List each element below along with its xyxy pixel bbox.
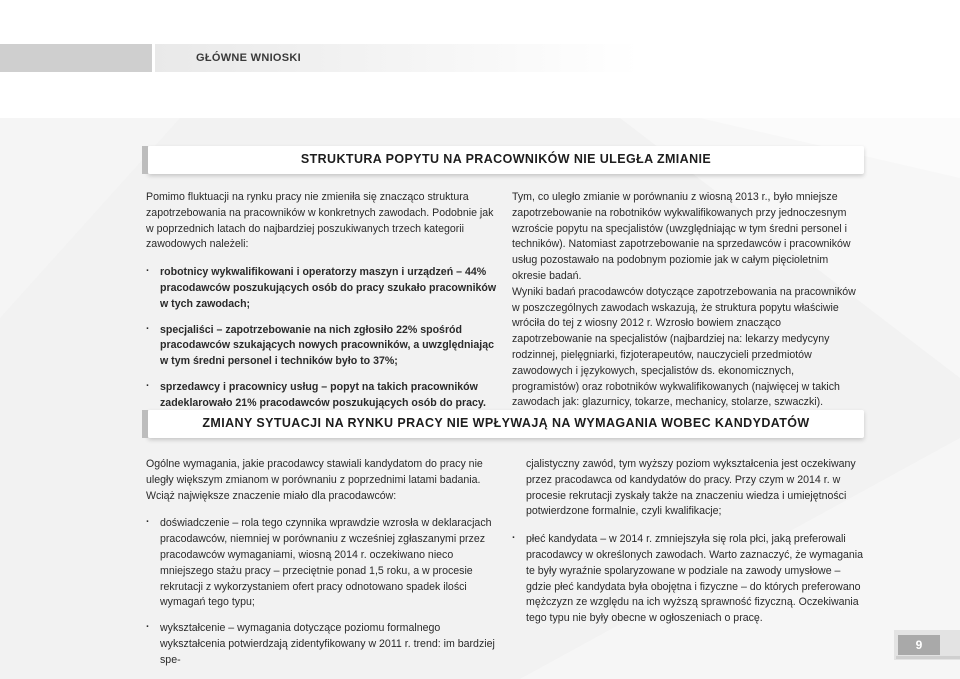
section1-intro: Pomimo fluktuacji na rynku pracy nie zmieniła się znacząco struktura zapotrzebowania na pracowników w konkretnych zawodach. Podobnie jak w poprzednich latach do najbardziej poszukiwanych trzech kategorii zawodowych należeli: [146,191,494,251]
section-title-2: ZMIANY SYTUACJI NA RYNKU PRACY NIE WPŁYWAJĄ NA WYMAGANIA WOBEC KANDYDATÓW [202,416,810,430]
section-title-1: STRUKTURA POPYTU NA PRACOWNIKÓW NIE ULEGŁA ZMIANIE [300,152,712,166]
section1-bullet-2: · specjaliści – zapotrzebowanie na nich zgłosiło 22% spośród pracodawców szukających nowych pracowników, a uwzględniając w tym średni personel i techników było to 37%; [146,323,498,370]
section1-right-paragraph-1: Tym, co uległo zmianie w porównaniu z wiosną 2013 r., było mniejsze zapotrzebowanie na robotników wykwalifikowanych przy jednoczesnym wzroście popytu na specjalistów (uwzględniając w tym średni personel i techników). Natomiast zapotrzebowanie na sprzedawców i pracowników usług pozostawało na podobnym poziomie jak w całym pięcioletnim okresie badań. [512,191,851,282]
section1-bullet-3: · sprzedawcy i pracownicy usług – popyt na takich pracowników zadeklarowało 21% pracodawców poszukujących osób do pracy. [146,380,498,412]
section1-left-column [146,190,498,412]
section1-right-paragraph-2: Wyniki badań pracodawców dotyczące zapotrzebowania na pracowników w poszczególnych zawodach wskazują, że struktura popytu właściwie wróciła do tej z wiosny 2012 r. Wzrosło bowiem znacząco zapotrzebowanie na specjalistów (najbardziej na: lekarzy medycyny rodzinnej, pielęgniarki, fizjoterapeutów, nauczycieli przedmiotów zawodowych i językowych, specjalistów ds. ekonomicznych, programistów) oraz robotników wykwalifikowanych (najwięcej w takich zawodach jak: glazurnicy, tokarze, mechanicy, stolarze, szwaczki). [512,285,856,409]
page-number: 9 [898,635,940,655]
section2-bullet-list [146,516,498,668]
section2-bullet-1: · doświadczenie – rola tego czynnika wprawdzie wzrosła w deklaracjach pracodawców, niemniej w porównaniu z wcześniej zgłaszanymi przez pracodawców wymaganiami, wiosną 2014 r. oczekiwano nieco mniejszego stażu pracy – przeciętnie ponad 1,5 roku, a w procesie rekrutacji z wykorzystaniem ofert pracy odnotowano spadek ilości wymagań tego typu; [146,516,498,611]
section2-right-column [512,457,864,627]
section2-intro: Ogólne wymagania, jakie pracodawcy stawiali kandydatom do pracy nie uległy większym zmianom w porównaniu z poprzednimi latami badania. Wciąż największe znaczenie miało dla pracodawców: [146,458,483,502]
section-title-bar-2 [148,410,864,438]
section-title-bar-1 [148,146,864,174]
section1-bullet-list [146,265,498,411]
header-label: GŁÓWNE WNIOSKI [196,52,302,64]
section2-left-column [146,457,498,669]
section2-bullet-2: · wykształcenie – wymagania dotyczące poziomu formalnego wykształcenia potwierdzają zidentyfikowany w 2011 r. trend: im bardziej spe- [146,621,498,668]
section2-right-bullet-1: · płeć kandydata – w 2014 r. zmniejszyła się rola płci, jaką preferowali pracodawcy w określonych zawodach. Warto zaznaczyć, że wymagania te były wyraźnie spolaryzowane w podziale na zawody umysłowe – gdzie płeć kandydata była obojętna i fizyczne – do których preferowano mężczyzn ze względu na ich wyższą sprawność fizyczną. Oczekiwania tego typu nie były obecne w ogłoszeniach o pracę. [512,532,864,627]
section2-right-paragraph: cjalistyczny zawód, tym wyższy poziom wykształcenia jest oczekiwany przez pracodawca od kandydatów do pracy. Przy czym w 2014 r. w procesie rekrutacji zyskały także na znaczeniu wiedza i umiejętności potwierdzone formalnie, czyli kwalifikacje; [526,458,856,518]
section2-right-bullet-list [512,532,864,627]
section1-bullet-1: · robotnicy wykwalifikowani i operatorzy maszyn i urządzeń – 44% pracodawców poszukujących osób do pracy szukało pracowników w tych zawodach; [146,265,498,312]
section1-right-column [512,190,864,411]
